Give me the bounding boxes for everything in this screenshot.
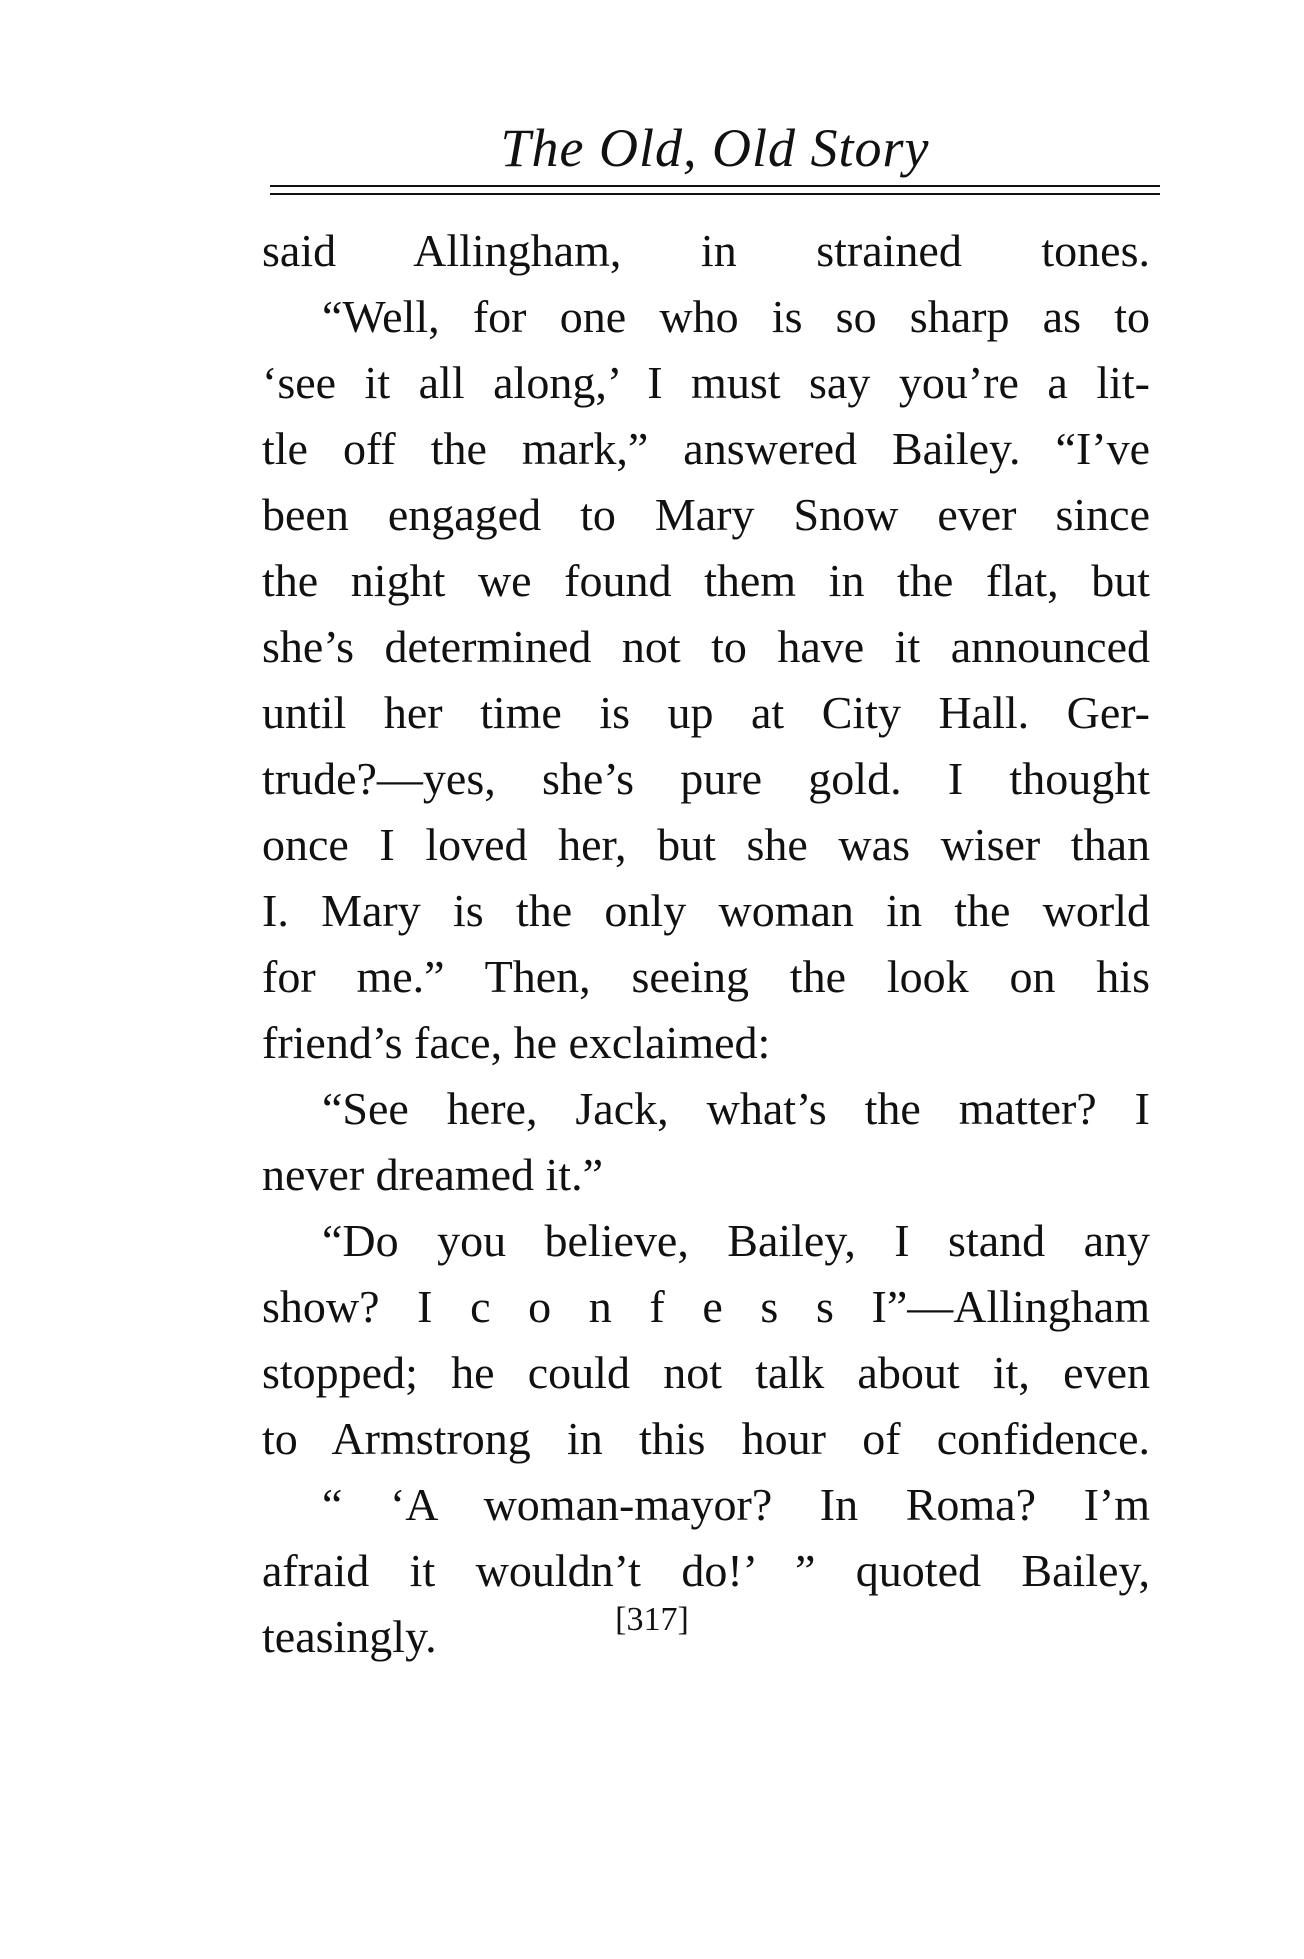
text-line: never dreamed it.” [262, 1149, 603, 1200]
text-line: show? I c o n f e s s I”—Allingham [262, 1281, 1150, 1332]
text-line: “See here, Jack, what’s the matter? I [322, 1083, 1150, 1134]
text-line: the night we found them in the flat, but [262, 555, 1150, 606]
text-line: teasingly. [262, 1611, 437, 1662]
text-line: afraid it wouldn’t do!’ ” quoted Bailey, [262, 1545, 1150, 1596]
body-text [262, 218, 1150, 1670]
header-rule-top [270, 185, 1160, 187]
text-line: I. Mary is the only woman in the world [262, 885, 1150, 936]
text-line: tle off the mark,” answered Bailey. “I’ve [262, 423, 1150, 474]
text-line: “Well, for one who is so sharp as to [322, 291, 1150, 342]
text-line: friend’s face, he exclaimed: [262, 1017, 771, 1068]
text-line: been engaged to Mary Snow ever since [262, 489, 1150, 540]
header-rule-bottom [270, 193, 1160, 195]
running-head: The Old, Old Story [500, 118, 930, 178]
text-line: to Armstrong in this hour of confidence. [262, 1413, 1150, 1464]
text-line: once I loved her, but she was wiser than [262, 819, 1150, 870]
text-line: said Allingham, in strained tones. [262, 225, 1150, 276]
text-line: “ ‘A woman-mayor? In Roma? I’m [322, 1479, 1150, 1530]
text-line: until her time is up at City Hall. Ger- [262, 687, 1150, 738]
text-line: stopped; he could not talk about it, even [262, 1347, 1150, 1398]
text-line: trude?—yes, she’s pure gold. I thought [262, 753, 1150, 804]
page-number: [317] [615, 1601, 689, 1638]
text-line: “Do you believe, Bailey, I stand any [322, 1215, 1150, 1266]
text-line: for me.” Then, seeing the look on his [262, 951, 1150, 1002]
text-line: ‘see it all along,’ I must say you’re a lit- [262, 357, 1150, 408]
text-line: she’s determined not to have it announced [262, 621, 1150, 672]
